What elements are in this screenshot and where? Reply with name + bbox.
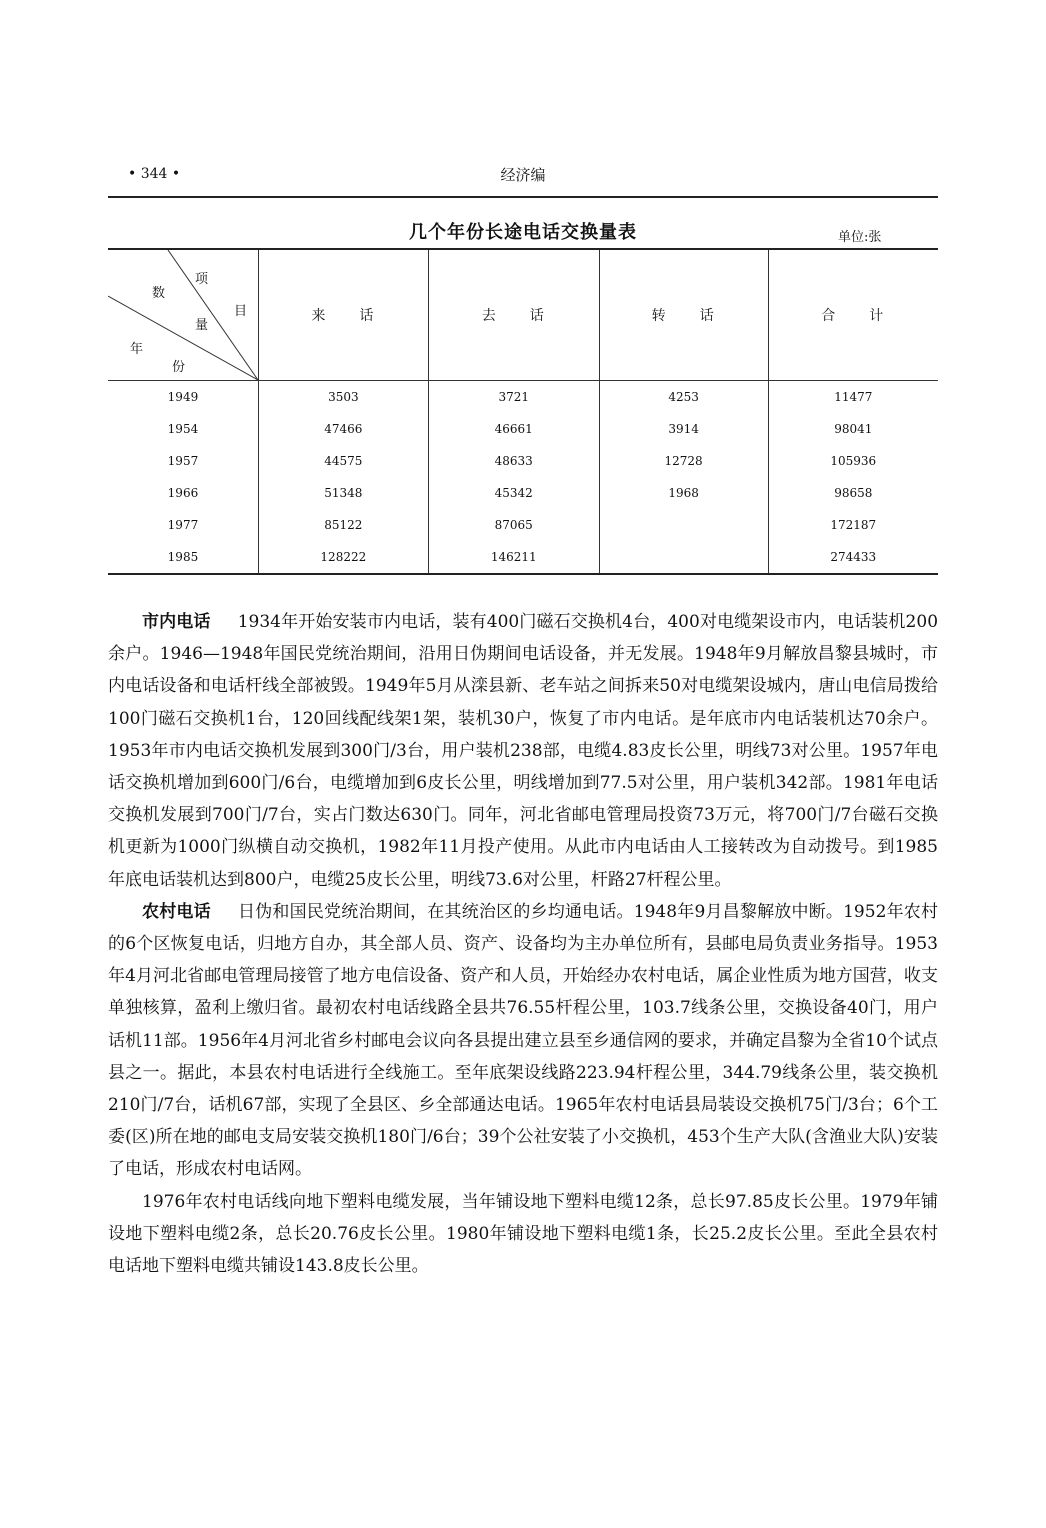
corner-label-count-2: 量 xyxy=(195,318,211,333)
table-header-row xyxy=(108,249,938,381)
cell-year: 1966 xyxy=(108,477,258,509)
cell-year: 1977 xyxy=(108,509,258,541)
table-unit: 单位:张 xyxy=(838,230,882,245)
table-row xyxy=(108,381,938,414)
cell-transfer xyxy=(599,541,768,574)
cell-outgoing: 3721 xyxy=(428,381,599,414)
table-row xyxy=(108,509,938,541)
paragraph-heading: 市内电话 xyxy=(142,612,211,632)
cell-incoming: 47466 xyxy=(258,413,428,445)
cell-year: 1985 xyxy=(108,541,258,574)
cell-outgoing: 46661 xyxy=(428,413,599,445)
cell-total: 11477 xyxy=(768,381,938,414)
col-header-transfer: 转 话 xyxy=(599,249,768,381)
table-row xyxy=(108,413,938,445)
page-number: • 344 • xyxy=(128,166,181,182)
cell-outgoing: 146211 xyxy=(428,541,599,574)
corner-label-year-2: 份 xyxy=(172,360,188,375)
col-header-outgoing: 去 话 xyxy=(428,249,599,381)
cell-year: 1957 xyxy=(108,445,258,477)
cell-transfer: 12728 xyxy=(599,445,768,477)
corner-label-item-1: 项 xyxy=(195,272,211,287)
paragraph-content: 日伪和国民党统治期间，在其统治区的乡均通电话。1948年9月昌黎解放中断。1952年农村的6个区恢复电话，归地方自办，其全部人员、资产、设备均为主办单位所有，县邮电局负责业务指导。1953年4月河北省邮电管理局接管了地方电信设备、资产和人员，开始经办农村电话，属企业性质为地方国营，收支单独核算，盈利上缴归省。最初农村电话线路全县共76.55杆程公里，103.7线条公里，交换设备40门，用户话机11部。1956年4月河北省乡村邮电会议向各县提出建立县至乡通信网的要求，并确定昌黎为全省10个试点县之一。据此，本县农村电话进行全线施工。至年底架设线路223.94杆程公里，344.79线条公里，装交换机210门/7台，话机67部，实现了全县区、乡全部通达电话。1965年农村电话县局装设交换机75门/3台；6个工委(区)所在地的邮电支局安装交换机180门/6台；39个公社安装了小交换机，453个生产大队(含渔业大队)安装了电话，形成农村电话网。 xyxy=(108,901,938,1180)
body-text xyxy=(108,606,938,1282)
cell-incoming: 128222 xyxy=(258,541,428,574)
cell-outgoing: 45342 xyxy=(428,477,599,509)
cell-incoming: 44575 xyxy=(258,445,428,477)
cell-outgoing: 87065 xyxy=(428,509,599,541)
paragraph-content: 1976年农村电话线向地下塑料电缆发展，当年铺设地下塑料电缆12条，总长97.85皮长公里。1979年铺设地下塑料电缆2条，总长20.76皮长公里。1980年铺设地下塑料电缆1条，长25.2皮长公里。至此全县农村电话地下塑料电缆共铺设143.8皮长公里。 xyxy=(108,1191,938,1277)
paragraph-content: 1934年开始安装市内电话，装有400门磁石交换机4台，400对电缆架设市内，电话装机200余户。1946—1948年国民党统治期间，沿用日伪期间电话设备，并无发展。1948年9月解放昌黎县城时，市内电话设备和电话杆线全部被毁。1949年5月从滦县新、老车站之间拆来50对电缆架设城内，唐山电信局拨给100门磁石交换机1台，120回线配线架1架，装机30户，恢复了市内电话。是年底市内电话装机达70余户。1953年市内电话交换机发展到300门/3台，用户装机238部，电缆4.83皮长公里，明线73对公里。1957年电话交换机增加到600门/6台，电缆增加到6皮长公里，明线增加到77.5对公里，用户装机342部。1981年电话交换机发展到700门/7台，实占门数达630门。同年，河北省邮电管理局投资73万元，将700门/7台磁石交换机更新为1000门纵横自动交换机，1982年11月投产使用。从此市内电话由人工接转改为自动拨号。到1985年底电话装机达到800户，电缆25皮长公里，明线73.6对公里，杆路27杆程公里。 xyxy=(108,612,939,890)
cell-total: 274433 xyxy=(768,541,938,574)
cell-incoming: 85122 xyxy=(258,509,428,541)
paragraph-urban-telephone xyxy=(108,606,938,896)
corner-label-count-1: 数 xyxy=(152,286,168,301)
cell-transfer: 3914 xyxy=(599,413,768,445)
cell-total: 98041 xyxy=(768,413,938,445)
cell-total: 98658 xyxy=(768,477,938,509)
cell-transfer xyxy=(599,509,768,541)
table-title: 几个年份长途电话交换量表 xyxy=(409,222,637,243)
paragraph-underground-cable xyxy=(108,1186,938,1283)
cell-incoming: 3503 xyxy=(258,381,428,414)
diagonal-header-cell xyxy=(108,249,258,381)
cell-total: 105936 xyxy=(768,445,938,477)
cell-incoming: 51348 xyxy=(258,477,428,509)
table-row xyxy=(108,541,938,574)
paragraph-rural-telephone xyxy=(108,896,938,1186)
corner-label-item-2: 目 xyxy=(234,304,250,319)
table-row xyxy=(108,477,938,509)
cell-year: 1954 xyxy=(108,413,258,445)
cell-transfer: 4253 xyxy=(599,381,768,414)
call-volume-table xyxy=(108,248,938,575)
cell-transfer: 1968 xyxy=(599,477,768,509)
page-header xyxy=(108,162,938,198)
section-title: 经济编 xyxy=(500,166,546,184)
paragraph-heading: 农村电话 xyxy=(142,901,211,922)
cell-year: 1949 xyxy=(108,381,258,414)
col-header-incoming: 来 话 xyxy=(258,249,428,381)
col-header-total: 合 计 xyxy=(768,249,938,381)
cell-total: 172187 xyxy=(768,509,938,541)
table-row xyxy=(108,445,938,477)
cell-outgoing: 48633 xyxy=(428,445,599,477)
corner-label-year-1: 年 xyxy=(130,342,146,357)
